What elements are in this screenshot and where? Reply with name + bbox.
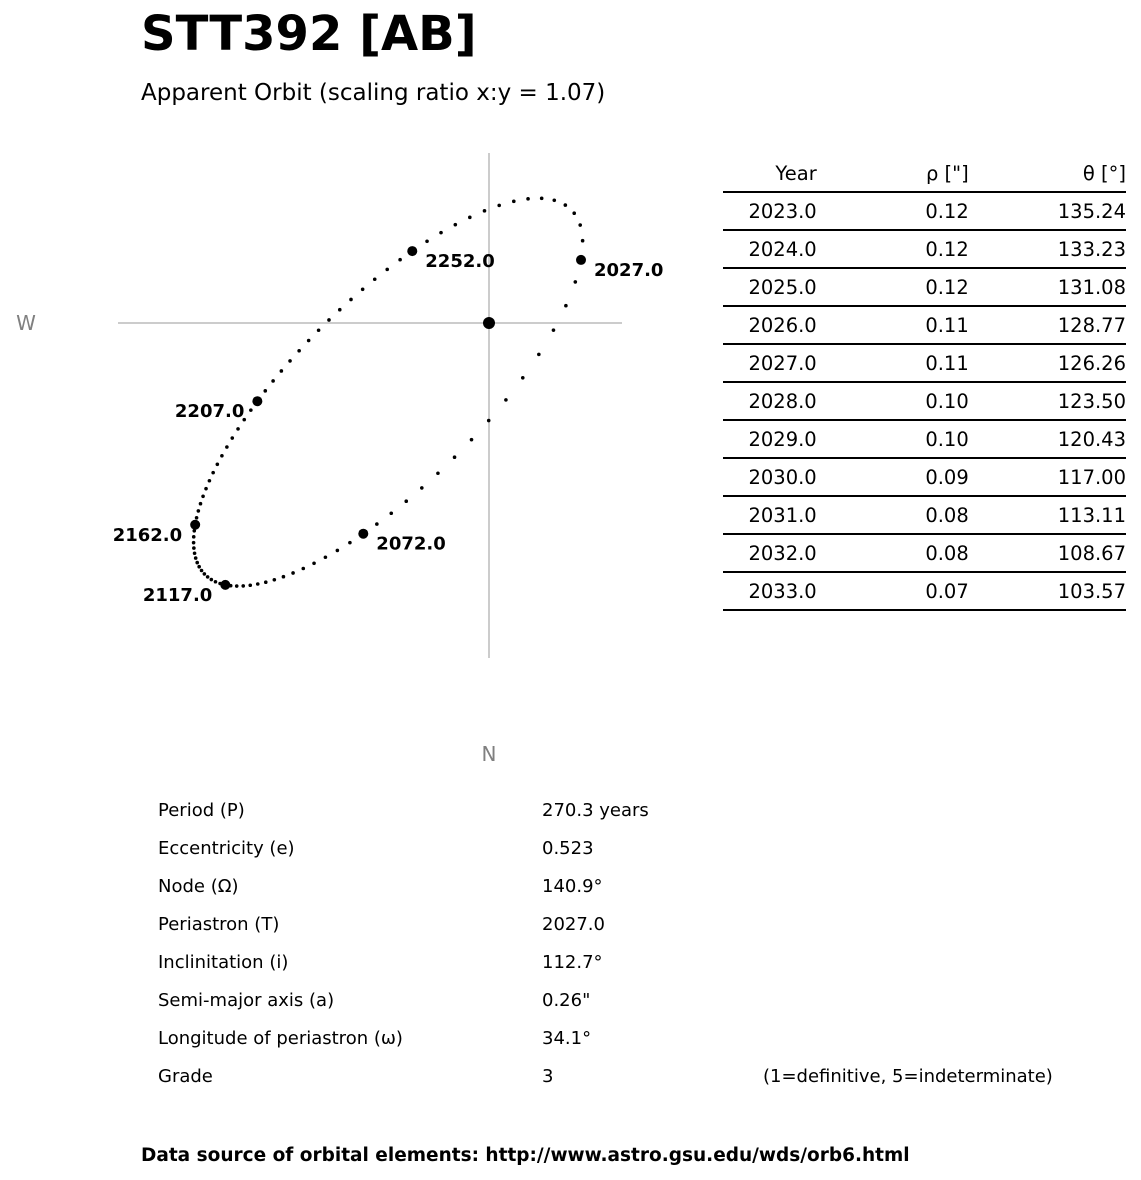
orbit-point [487,419,491,423]
ephemeris-row [723,268,1126,306]
orbit-point [348,541,352,545]
orbit-point [512,200,516,204]
ephemeris-row [723,306,1126,344]
orbital-elements [158,794,1118,1098]
page-title: STT392 [AB] [141,6,477,62]
header-theta: θ [°] [1082,161,1126,185]
orbit-point [208,479,212,483]
orbit-point [398,258,402,262]
ephemeris-cell-theta: 131.08 [969,268,1126,306]
orbit-point [236,427,240,431]
orbit-point [230,436,234,440]
orbit-point [220,454,224,458]
element-value: 0.523 [542,838,594,859]
orbit-point [552,198,556,202]
ephemeris-row [723,534,1126,572]
ephemeris-cell-rho: 0.10 [817,420,969,458]
ephemeris-cell-theta: 133.23 [969,230,1126,268]
epoch-label: 2162.0 [112,524,183,546]
orbit-point [373,277,377,281]
epoch-marker [576,255,586,265]
orbit-point [193,551,197,555]
orbit-point [288,359,292,363]
element-value: 2027.0 [542,914,605,935]
orbit-point [581,239,585,243]
ephemeris-row [723,382,1126,420]
orbit-point [574,280,578,284]
orbit-point [273,578,277,582]
ephemeris-cell-theta: 126.26 [969,344,1126,382]
orbit-point [204,487,208,491]
ephemeris-row [723,496,1126,534]
ephemeris-cell-year: 2031.0 [723,496,817,534]
primary-star [483,317,495,329]
orbit-point [336,549,340,553]
orbit-point [249,408,253,412]
orbit-point [312,561,316,565]
orbit-point [263,389,267,393]
ephemeris-row [723,420,1126,458]
orbit-point [389,511,393,515]
orbit-point [297,349,301,353]
ephemeris-cell-year: 2033.0 [723,572,817,610]
orbit-point [241,584,245,588]
header-rho: ρ ["] [925,161,969,185]
orbit-point [271,379,275,383]
header-year: Year [775,161,817,185]
element-label: Grade [158,1066,213,1087]
orbit-point [425,239,429,243]
north-label: N [481,742,497,766]
orbit-point [375,522,379,526]
element-row-inclination [158,946,1118,984]
page-subtitle: Apparent Orbit (scaling ratio x:y = 1.07) [141,80,606,106]
element-row-periastron [158,908,1118,946]
epoch-label: 2207.0 [174,401,245,423]
orbit-point [572,211,576,215]
element-row-longitude [158,1022,1118,1060]
west-label: W [16,311,36,335]
epoch-marker [220,580,230,590]
epoch-label: 2027.0 [594,259,664,281]
element-value: 3 [542,1066,554,1087]
ephemeris-row [723,344,1126,382]
ephemeris-cell-rho: 0.11 [817,306,969,344]
ephemeris-cell-year: 2029.0 [723,420,817,458]
epoch-marker [190,520,200,530]
epoch-label: 2072.0 [376,533,446,555]
orbit-point [195,516,199,520]
orbit-point [194,556,198,560]
ephemeris-cell-theta: 120.43 [969,420,1126,458]
ephemeris-cell-rho: 0.12 [817,268,969,306]
orbit-point [404,499,408,503]
orbit-point [211,471,215,475]
ephemeris-cell-rho: 0.10 [817,382,969,420]
orbit-point [192,535,196,539]
orbit-point [564,304,568,308]
element-row-period [158,794,1118,832]
element-value: 34.1° [542,1028,592,1049]
element-value: 140.9° [542,876,603,897]
orbit-point [301,567,305,571]
ephemeris-cell-year: 2027.0 [723,344,817,382]
ephemeris-row [723,192,1126,230]
orbit-chart [0,140,700,780]
element-row-semimajor [158,984,1118,1022]
orbit-point [497,204,501,208]
orbit-point [317,328,321,332]
ephemeris-cell-year: 2023.0 [723,192,817,230]
ephemeris-row [723,230,1126,268]
orbit-point [468,216,472,220]
ephemeris-cell-theta: 113.11 [969,496,1126,534]
orbit-point [201,495,205,499]
ephemeris-header-row [723,155,1126,192]
epoch-marker [358,529,368,539]
orbit-point [206,575,210,579]
orbit-point [327,318,331,322]
element-label: Semi-major axis (a) [158,990,335,1011]
ephemeris-cell-theta: 108.67 [969,534,1126,572]
orbit-point [454,223,458,227]
orbit-point [210,578,214,582]
orbit-point [540,197,544,201]
ephemeris-cell-year: 2028.0 [723,382,817,420]
orbit-point [537,353,541,357]
orbit-points [192,197,585,588]
ephemeris-cell-year: 2026.0 [723,306,817,344]
orbit-point [214,580,218,584]
element-label: Periastron (T) [158,914,280,935]
element-value: 270.3 years [542,800,649,821]
orbit-point [197,565,201,569]
element-value: 0.26" [542,990,591,1011]
element-row-node [158,870,1118,908]
orbit-point [552,328,556,332]
orbit-point [526,197,530,201]
orbit-point [578,223,582,227]
epoch-label: 2252.0 [425,251,495,273]
orbit-point [470,438,474,442]
orbit-point [225,445,229,449]
orbit-point [483,209,487,213]
ephemeris-cell-rho: 0.08 [817,534,969,572]
orbit-point [361,288,365,292]
element-label: Period (P) [158,800,245,821]
ephemeris-cell-year: 2025.0 [723,268,817,306]
orbit-point [385,268,389,272]
ephemeris-row [723,458,1126,496]
orbit-point [349,298,353,302]
orbit-point [264,580,268,584]
element-row-grade [158,1060,1118,1098]
ephemeris-cell-theta: 123.50 [969,382,1126,420]
orbit-point [564,203,568,207]
element-label: Longitude of periastron (ω) [158,1028,403,1049]
orbit-point [192,546,196,550]
orbit-point [504,398,508,402]
orbit-point [521,376,525,380]
ephemeris-cell-theta: 128.77 [969,306,1126,344]
element-label: Eccentricity (e) [158,838,295,859]
ephemeris-row [723,572,1126,610]
orbit-point [436,471,440,475]
ephemeris-cell-year: 2024.0 [723,230,817,268]
ephemeris-cell-year: 2030.0 [723,458,817,496]
grade-note: (1=definitive, 5=indeterminate) [763,1066,1053,1087]
orbit-point [200,569,204,573]
epoch-marker [252,396,262,406]
orbit-point [280,369,284,373]
ephemeris-cell-theta: 117.00 [969,458,1126,496]
ephemeris-cell-rho: 0.07 [817,572,969,610]
ephemeris-cell-theta: 135.24 [969,192,1126,230]
orbit-point [439,231,443,235]
orbit-point [235,584,239,588]
orbit-point [216,462,220,466]
ephemeris-cell-rho: 0.11 [817,344,969,382]
element-label: Inclinitation (i) [158,952,289,973]
orbit-point [453,455,457,459]
orbit-point [282,575,286,579]
ephemeris-cell-rho: 0.12 [817,230,969,268]
orbit-point [256,582,260,586]
orbit-point [248,583,252,587]
data-source-footer: Data source of orbital elements: http://www.astro.gsu.edu/wds/orb6.html [141,1145,910,1166]
orbit-point [307,339,311,343]
ephemeris-cell-rho: 0.09 [817,458,969,496]
ephemeris-cell-rho: 0.12 [817,192,969,230]
element-value: 112.7° [542,952,603,973]
element-row-eccentricity [158,832,1118,870]
orbit-point [324,555,328,559]
orbit-point [420,486,424,490]
orbit-point [203,572,207,576]
element-label: Node (Ω) [158,876,239,897]
orbit-point [199,502,203,506]
ephemeris-cell-rho: 0.08 [817,496,969,534]
orbit-point [338,308,342,312]
orbit-point [291,571,295,575]
orbit-point [192,541,196,545]
ephemeris-cell-theta: 103.57 [969,572,1126,610]
orbit-point [195,561,199,565]
ephemeris-table [723,155,1126,611]
ephemeris-cell-year: 2032.0 [723,534,817,572]
orbit-point [197,509,201,513]
epoch-marker [407,246,417,256]
epoch-label: 2117.0 [142,584,213,606]
